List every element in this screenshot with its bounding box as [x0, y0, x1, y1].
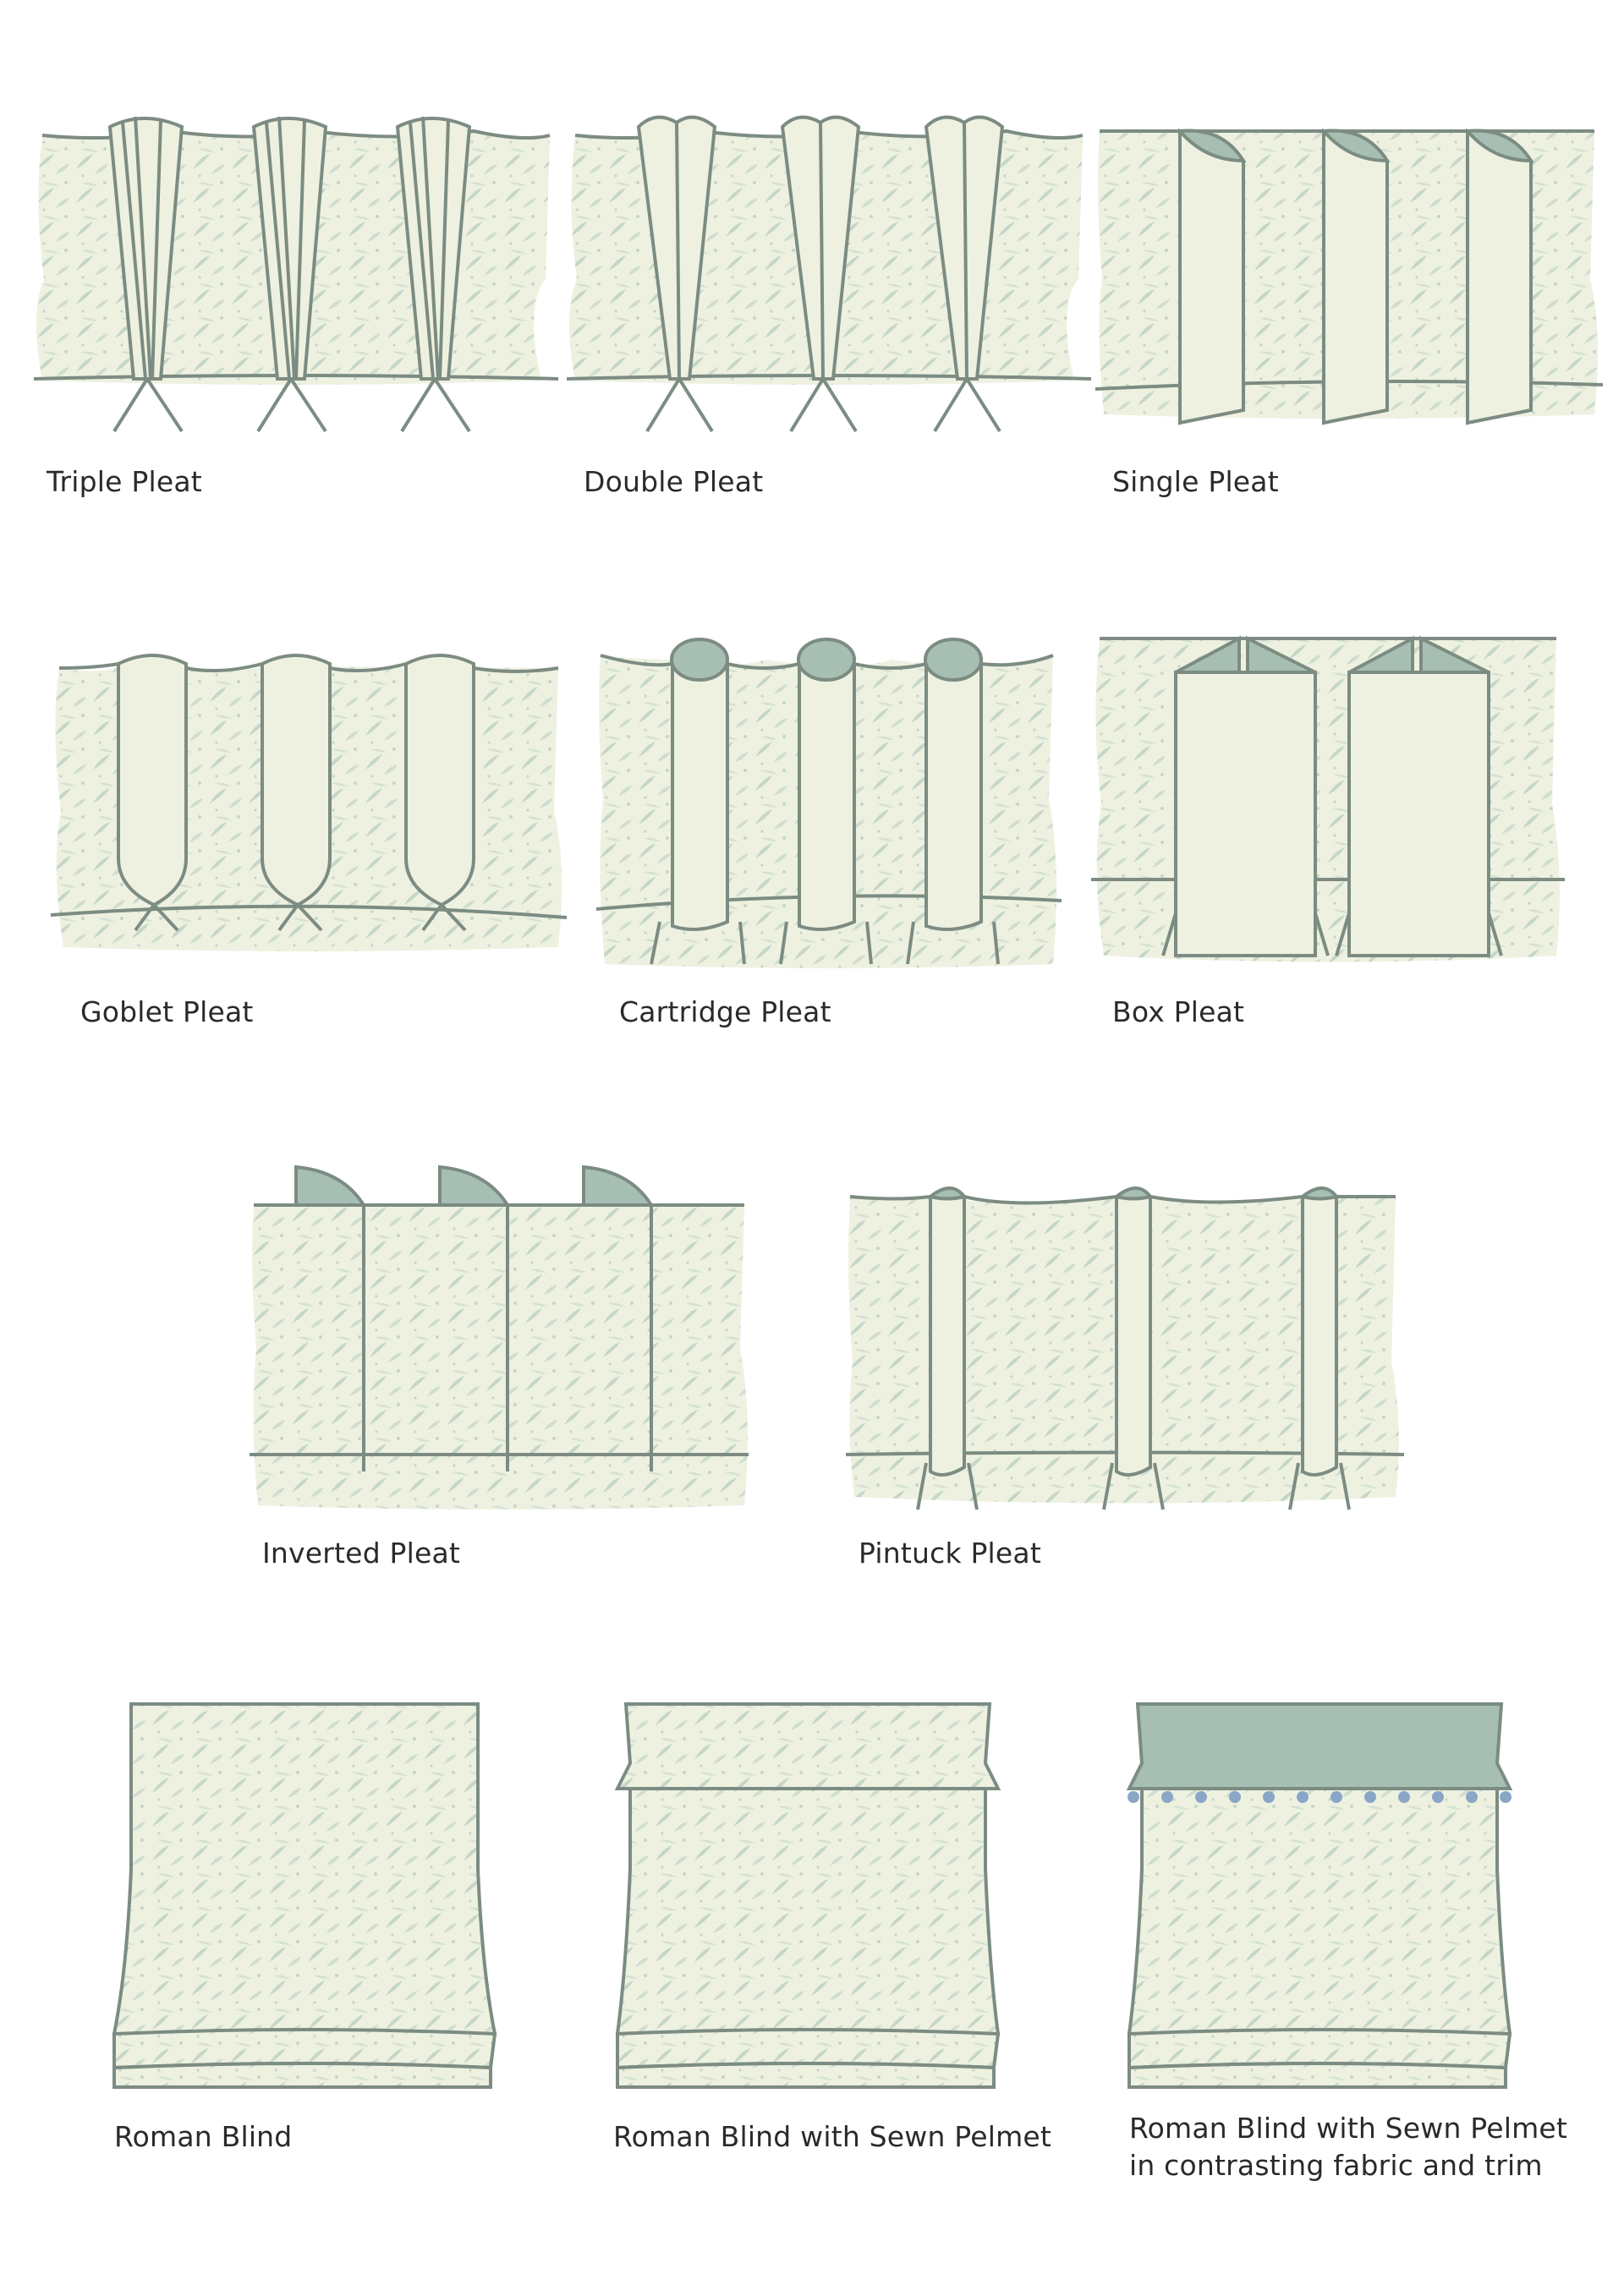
- cartridge-pleat-drawing: [596, 630, 1062, 968]
- double-pleat-caption: Double Pleat: [584, 465, 764, 498]
- pintuck-pleat-illustration: [846, 1175, 1404, 1522]
- goblet-pleat-drawing: [51, 643, 567, 956]
- roman-blind-sewn-pelmet-illustration: [613, 1700, 1002, 2089]
- inverted-pleat-caption: Inverted Pleat: [262, 1537, 461, 1570]
- cartridge-pleat-caption: Cartridge Pleat: [619, 995, 831, 1028]
- pintuck-pleat-drawing: [846, 1175, 1404, 1522]
- roman-blind-contrast-pelmet-caption: [1129, 2110, 1567, 2184]
- box-pleat-caption: Box Pleat: [1112, 995, 1245, 1028]
- pintuck-pleat-caption: Pintuck Pleat: [859, 1537, 1041, 1570]
- single-pleat-drawing: [1095, 110, 1603, 431]
- double-pleat-illustration: [567, 110, 1091, 431]
- goblet-pleat-illustration: [51, 643, 567, 956]
- inverted-pleat-illustration: [250, 1163, 749, 1514]
- triple-pleat-drawing: [34, 110, 558, 431]
- single-pleat-illustration: [1095, 110, 1603, 431]
- inverted-pleat-drawing: [250, 1163, 749, 1514]
- roman-blind-sewn-pelmet-drawing: [613, 1700, 1002, 2089]
- cartridge-pleat-illustration: [596, 630, 1062, 968]
- roman-blind-sewn-pelmet-caption: Roman Blind with Sewn Pelmet: [613, 2120, 1052, 2153]
- box-pleat-drawing: [1091, 634, 1565, 968]
- roman-blind-illustration: [110, 1700, 499, 2089]
- caption-line-2: in contrasting fabric and trim: [1129, 2149, 1543, 2182]
- single-pleat-caption: Single Pleat: [1112, 465, 1279, 498]
- caption-line-1: Roman Blind with Sewn Pelmet: [1129, 2112, 1568, 2145]
- triple-pleat-illustration: [34, 110, 558, 431]
- box-pleat-illustration: [1091, 634, 1565, 968]
- goblet-pleat-caption: Goblet Pleat: [80, 995, 254, 1028]
- roman-blind-drawing: [110, 1700, 499, 2089]
- triple-pleat-caption: Triple Pleat: [47, 465, 202, 498]
- roman-blind-contrast-pelmet-illustration: [1125, 1700, 1514, 2089]
- roman-blind-contrast-pelmet-drawing: [1125, 1700, 1514, 2089]
- roman-blind-caption: Roman Blind: [114, 2120, 293, 2153]
- double-pleat-drawing: [567, 110, 1091, 431]
